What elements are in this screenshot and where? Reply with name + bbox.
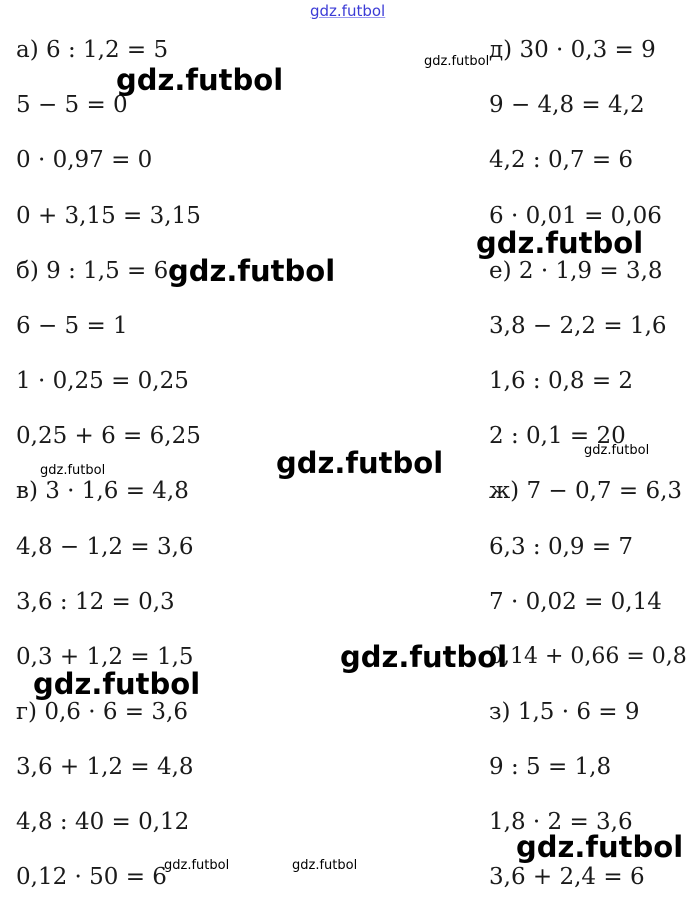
right-eq-g1: ж) 7 − 0,7 = 6,3 <box>489 478 683 504</box>
left-eq-d2: 3,6 + 1,2 = 4,8 <box>16 754 194 780</box>
left-eq-d3: 4,8 : 40 = 0,12 <box>16 809 190 835</box>
left-eq-c1: в) 3 · 1,6 = 4,8 <box>16 478 189 504</box>
left-eq-a2: 5 − 5 = 0 <box>16 92 128 118</box>
right-eq-e2: 9 − 4,8 = 4,2 <box>489 92 645 118</box>
header-watermark: gdz.futbol <box>310 2 386 20</box>
right-eq-f2: 3,8 − 2,2 = 1,6 <box>489 313 667 339</box>
right-eq-e4: 6 · 0,01 = 0,06 <box>489 203 662 229</box>
watermark-10: gdz.futbol <box>516 830 684 864</box>
watermark-9: gdz.futbol <box>33 667 201 701</box>
left-eq-b1: б) 9 : 1,5 = 6 <box>16 258 169 284</box>
watermark-11: gdz.futbol <box>164 858 230 873</box>
left-eq-b2: 6 − 5 = 1 <box>16 313 128 339</box>
left-eq-b3: 1 · 0,25 = 0,25 <box>16 368 189 394</box>
right-eq-h1: з) 1,5 · 6 = 9 <box>489 699 640 725</box>
left-eq-a4: 0 + 3,15 = 3,15 <box>16 203 201 229</box>
watermark-12: gdz.futbol <box>292 858 358 873</box>
watermark-5: gdz.futbol <box>584 443 650 458</box>
watermark-4: gdz.futbol <box>168 254 336 288</box>
left-eq-c3: 3,6 : 12 = 0,3 <box>16 589 175 615</box>
right-eq-h4: 3,6 + 2,4 = 6 <box>489 864 645 890</box>
left-eq-c4: 0,3 + 1,2 = 1,5 <box>16 644 194 670</box>
watermark-8: gdz.futbol <box>340 640 508 674</box>
left-eq-d4: 0,12 · 50 = 6 <box>16 864 167 890</box>
watermark-7: gdz.futbol <box>40 463 106 478</box>
left-eq-b4: 0,25 + 6 = 6,25 <box>16 423 201 449</box>
left-eq-a1: а) 6 : 1,2 = 5 <box>16 37 169 63</box>
right-eq-g3: 7 · 0,02 = 0,14 <box>489 589 662 615</box>
right-eq-g2: 6,3 : 0,9 = 7 <box>489 534 634 560</box>
watermark-6: gdz.futbol <box>276 446 444 480</box>
right-eq-e3: 4,2 : 0,7 = 6 <box>489 147 634 173</box>
left-eq-d1: г) 0,6 · 6 = 3,6 <box>16 699 188 725</box>
right-eq-h2: 9 : 5 = 1,8 <box>489 754 612 780</box>
watermark-3: gdz.futbol <box>476 226 644 260</box>
right-eq-f4: 2 : 0,1 = 20 <box>489 423 626 449</box>
left-eq-a3: 0 · 0,97 = 0 <box>16 147 153 173</box>
right-eq-e1: д) 30 · 0,3 = 9 <box>489 37 656 63</box>
right-eq-h3: 1,8 · 2 = 3,6 <box>489 809 633 835</box>
right-eq-f1: е) 2 · 1,9 = 3,8 <box>489 258 663 284</box>
watermark-2: gdz.futbol <box>116 63 284 97</box>
watermark-1: gdz.futbol <box>424 54 490 69</box>
left-eq-c2: 4,8 − 1,2 = 3,6 <box>16 534 194 560</box>
right-eq-g4: 0,14 + 0,66 = 0,8 <box>489 644 687 669</box>
right-eq-f3: 1,6 : 0,8 = 2 <box>489 368 634 394</box>
